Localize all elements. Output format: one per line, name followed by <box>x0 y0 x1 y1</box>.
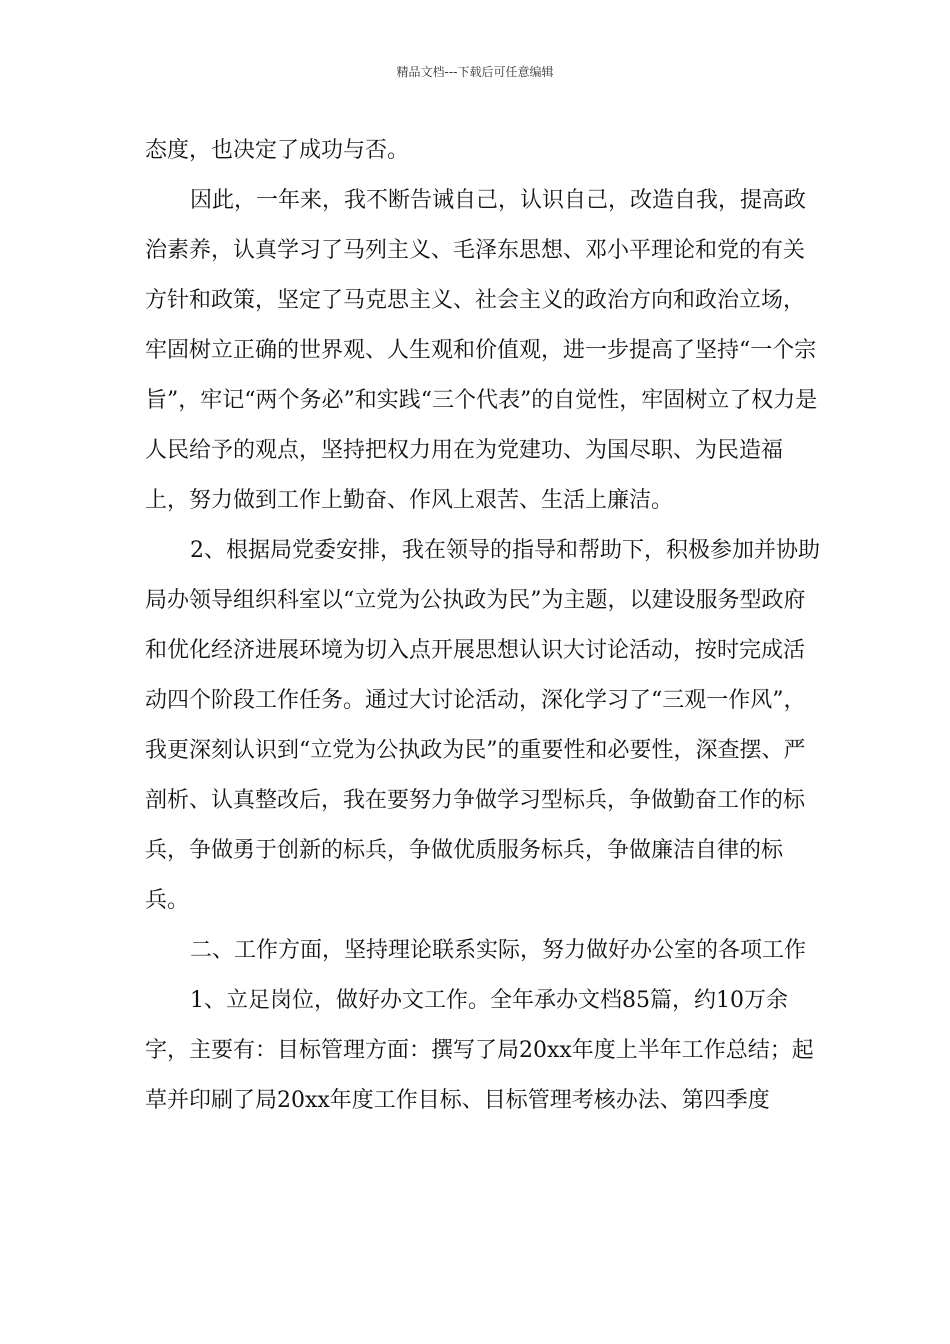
paragraph-2: 因此，一年来，我不断告诫自己，认识自己，改造自我，提高政治素养，认真学习了马列主义、毛泽东思想、邓小平理论和党的有关方针和政策，坚定了马克思主义、社会主义的政治方向和政治立场，牢固树立正确的世界观、人生观和价值观，进一步提高了坚持“一个宗旨”，牢记“两个务必”和实践“三个代表”的自觉性，牢固树立了权力是人民给予的观点，坚持把权力用在为党建功、为国尽职、为民造福上，努力做到工作上勤奋、作风上艰苦、生活上廉洁。 <box>145 188 818 513</box>
page-header: 精品文档---下载后可任意编辑 <box>396 65 554 79</box>
document-body <box>145 126 825 1126</box>
paragraph-4: 二、工作方面，坚持理论联系实际，努力做好办公室的各项工作 <box>190 938 807 963</box>
paragraph-1: 态度，也决定了成功与否。 <box>145 138 410 163</box>
paragraph-5: 1、立足岗位，做好办文工作。全年承办文档85篇，约10万余字，主要有：目标管理方面：撰写了局20xx年度上半年工作总结；起草并印刷了局20xx年度工作目标、目标管理考核办法、第四季度 <box>145 988 814 1113</box>
paragraph-3: 2、根据局党委安排，我在领导的指导和帮助下，积极参加并协助局办领导组织科室以“立党为公执政为民”为主题，以建设服务型政府和优化经济进展环境为切入点开展思想认识大讨论活动，按时完成活动四个阶段工作任务。通过大讨论活动，深化学习了“三观一作风”，我更深刻认识到“立党为公执政为民”的重要性和必要性，深查摆、严剖析、认真整改后，我在要努力争做学习型标兵，争做勤奋工作的标兵，争做勇于创新的标兵，争做优质服务标兵，争做廉洁自律的标兵。 <box>145 538 820 913</box>
